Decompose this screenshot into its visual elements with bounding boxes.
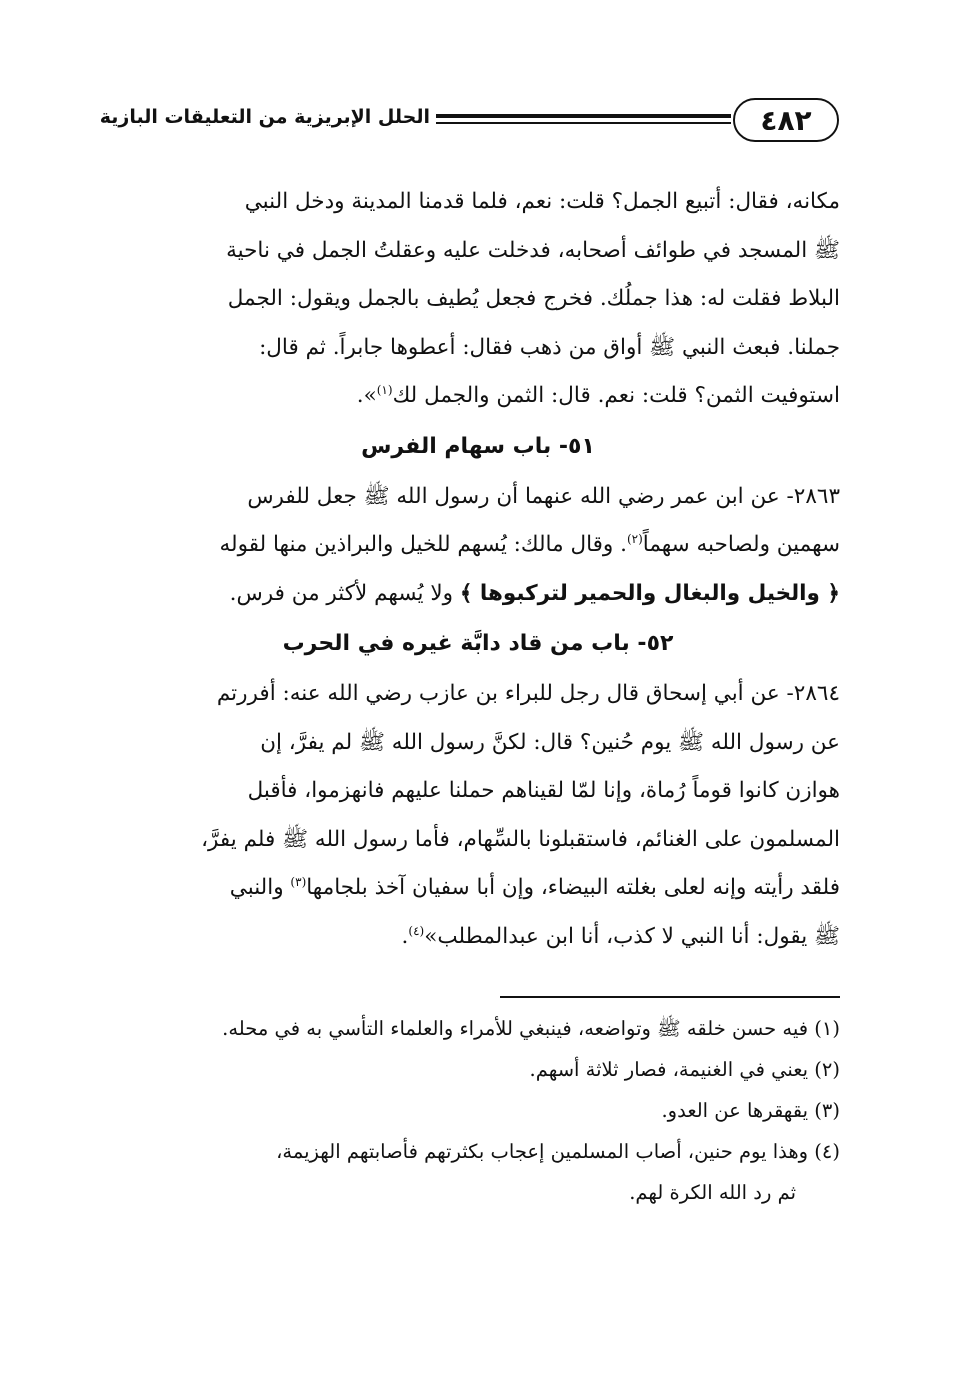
text-fragment: فلقد رأيته وإنه لعلى بغلته البيضاء، وإن أبا سفيان آخذ بلجامها (306, 875, 840, 900)
header-rule (436, 114, 731, 124)
text-fragment: . (401, 923, 409, 949)
text-fragment: ولا يُسهم لأكثر من فرس. (229, 580, 453, 606)
page-header (99, 98, 839, 150)
footnote-2: (٢) يعني في الغنيمة، فصار ثلاثة أسهم. (529, 1058, 840, 1081)
footnote-separator (500, 996, 840, 998)
footnote-4: (٤) وهذا يوم حنين، أصاب المسلمين إعجاب بكثرتهم فأصابتهم الهزيمة، (276, 1140, 840, 1163)
footnote-1: (١) فيه حسن خلقه ﷺ وتواضعه، فينبغي للأمراء والعلماء التأسي به في محله. (222, 1017, 840, 1040)
footnotes (116, 1008, 840, 1213)
footnote-ref: (٤) (408, 923, 425, 938)
text-fragment: ». (356, 383, 377, 408)
text-fragment: . وقال مالك: يُسهم للخيل والبراذين منها لقوله (219, 532, 627, 557)
hadith-2864-line (116, 913, 840, 962)
hadith-2863-line (116, 521, 840, 570)
text-line: ﷺ المسجد في طوائف أصحابه، فدخلت عليه وعقلتُ الجمل في ناحية (226, 237, 840, 263)
hadith-2864-line: عن رسول الله ﷺ يوم حُنين؟ قال: لكنَّ رسول الله ﷺ لم يفرَّ، إن (260, 729, 840, 755)
page-number-badge: ٤٨٢ (733, 98, 839, 142)
running-title: الحلل الإبريزية من التعليقات البازية (99, 106, 430, 128)
hadith-2863-line (116, 570, 840, 619)
text-line: جملنا. فبعث النبي ﷺ أواق من ذهب فقال: أعطوها جابراً. ثم قال: (259, 334, 840, 360)
text-line: البلاط فقلت له: هذا جملُك. فخرج فجعل يُطيف بالجمل ويقول: الجمل (227, 286, 840, 311)
footnote-ref: (١) (376, 382, 393, 397)
text-fragment: سهمين ولصاحبه سهماً (642, 532, 840, 557)
chapter-heading: ٥٢- باب من قاد دابَّة غيره في الحرب (282, 631, 674, 656)
chapter-heading: ٥١- باب سهام الفرس (361, 433, 595, 459)
footnote-ref: (٣) (290, 874, 307, 889)
quran-verse: ﴿ والخيل والبغال والحمير لتركبوها ﴾ (459, 580, 840, 606)
footnote-3: (٣) يقهقرها عن العدو. (661, 1099, 840, 1122)
hadith-2864-line: ٢٨٦٤- عن أبي إسحاق قال رجل للبراء بن عازب رضي الله عنه: أفررتم (216, 681, 840, 706)
text-line (116, 372, 840, 421)
text-line: مكانه، فقال: أتبيع الجمل؟ قلت: نعم، فلما قدمنا المدينة ودخل النبي (244, 189, 840, 214)
hadith-2864-line (116, 864, 840, 913)
footnote-4-continued: ثم رد الله الكرة لهم. (629, 1181, 796, 1204)
footnote-ref: (٢) (626, 531, 643, 546)
main-text (116, 178, 840, 961)
text-fragment: والنبي (229, 875, 291, 900)
hadith-2864-line: المسلمون على الغنائم، فاستقبلونا بالسِّهام، فأما رسول الله ﷺ فلم يفرَّ، (201, 826, 840, 852)
text-fragment: ﷺ يقول: أنا النبي لا كذب، أنا ابن عبدالمطلب» (424, 923, 840, 949)
text-fragment: استوفيت الثمن؟ قلت: نعم. قال: الثمن والجمل لك (392, 383, 840, 408)
hadith-2864-line: هوازن كانوا قوماً رُماة، وإنا لمّا لقيناهم حملنا عليهم فانهزموا، فأقبل (247, 778, 840, 803)
hadith-2863-line: ٢٨٦٣- عن ابن عمر رضي الله عنهما أن رسول الله ﷺ جعل للفرس (247, 483, 840, 509)
